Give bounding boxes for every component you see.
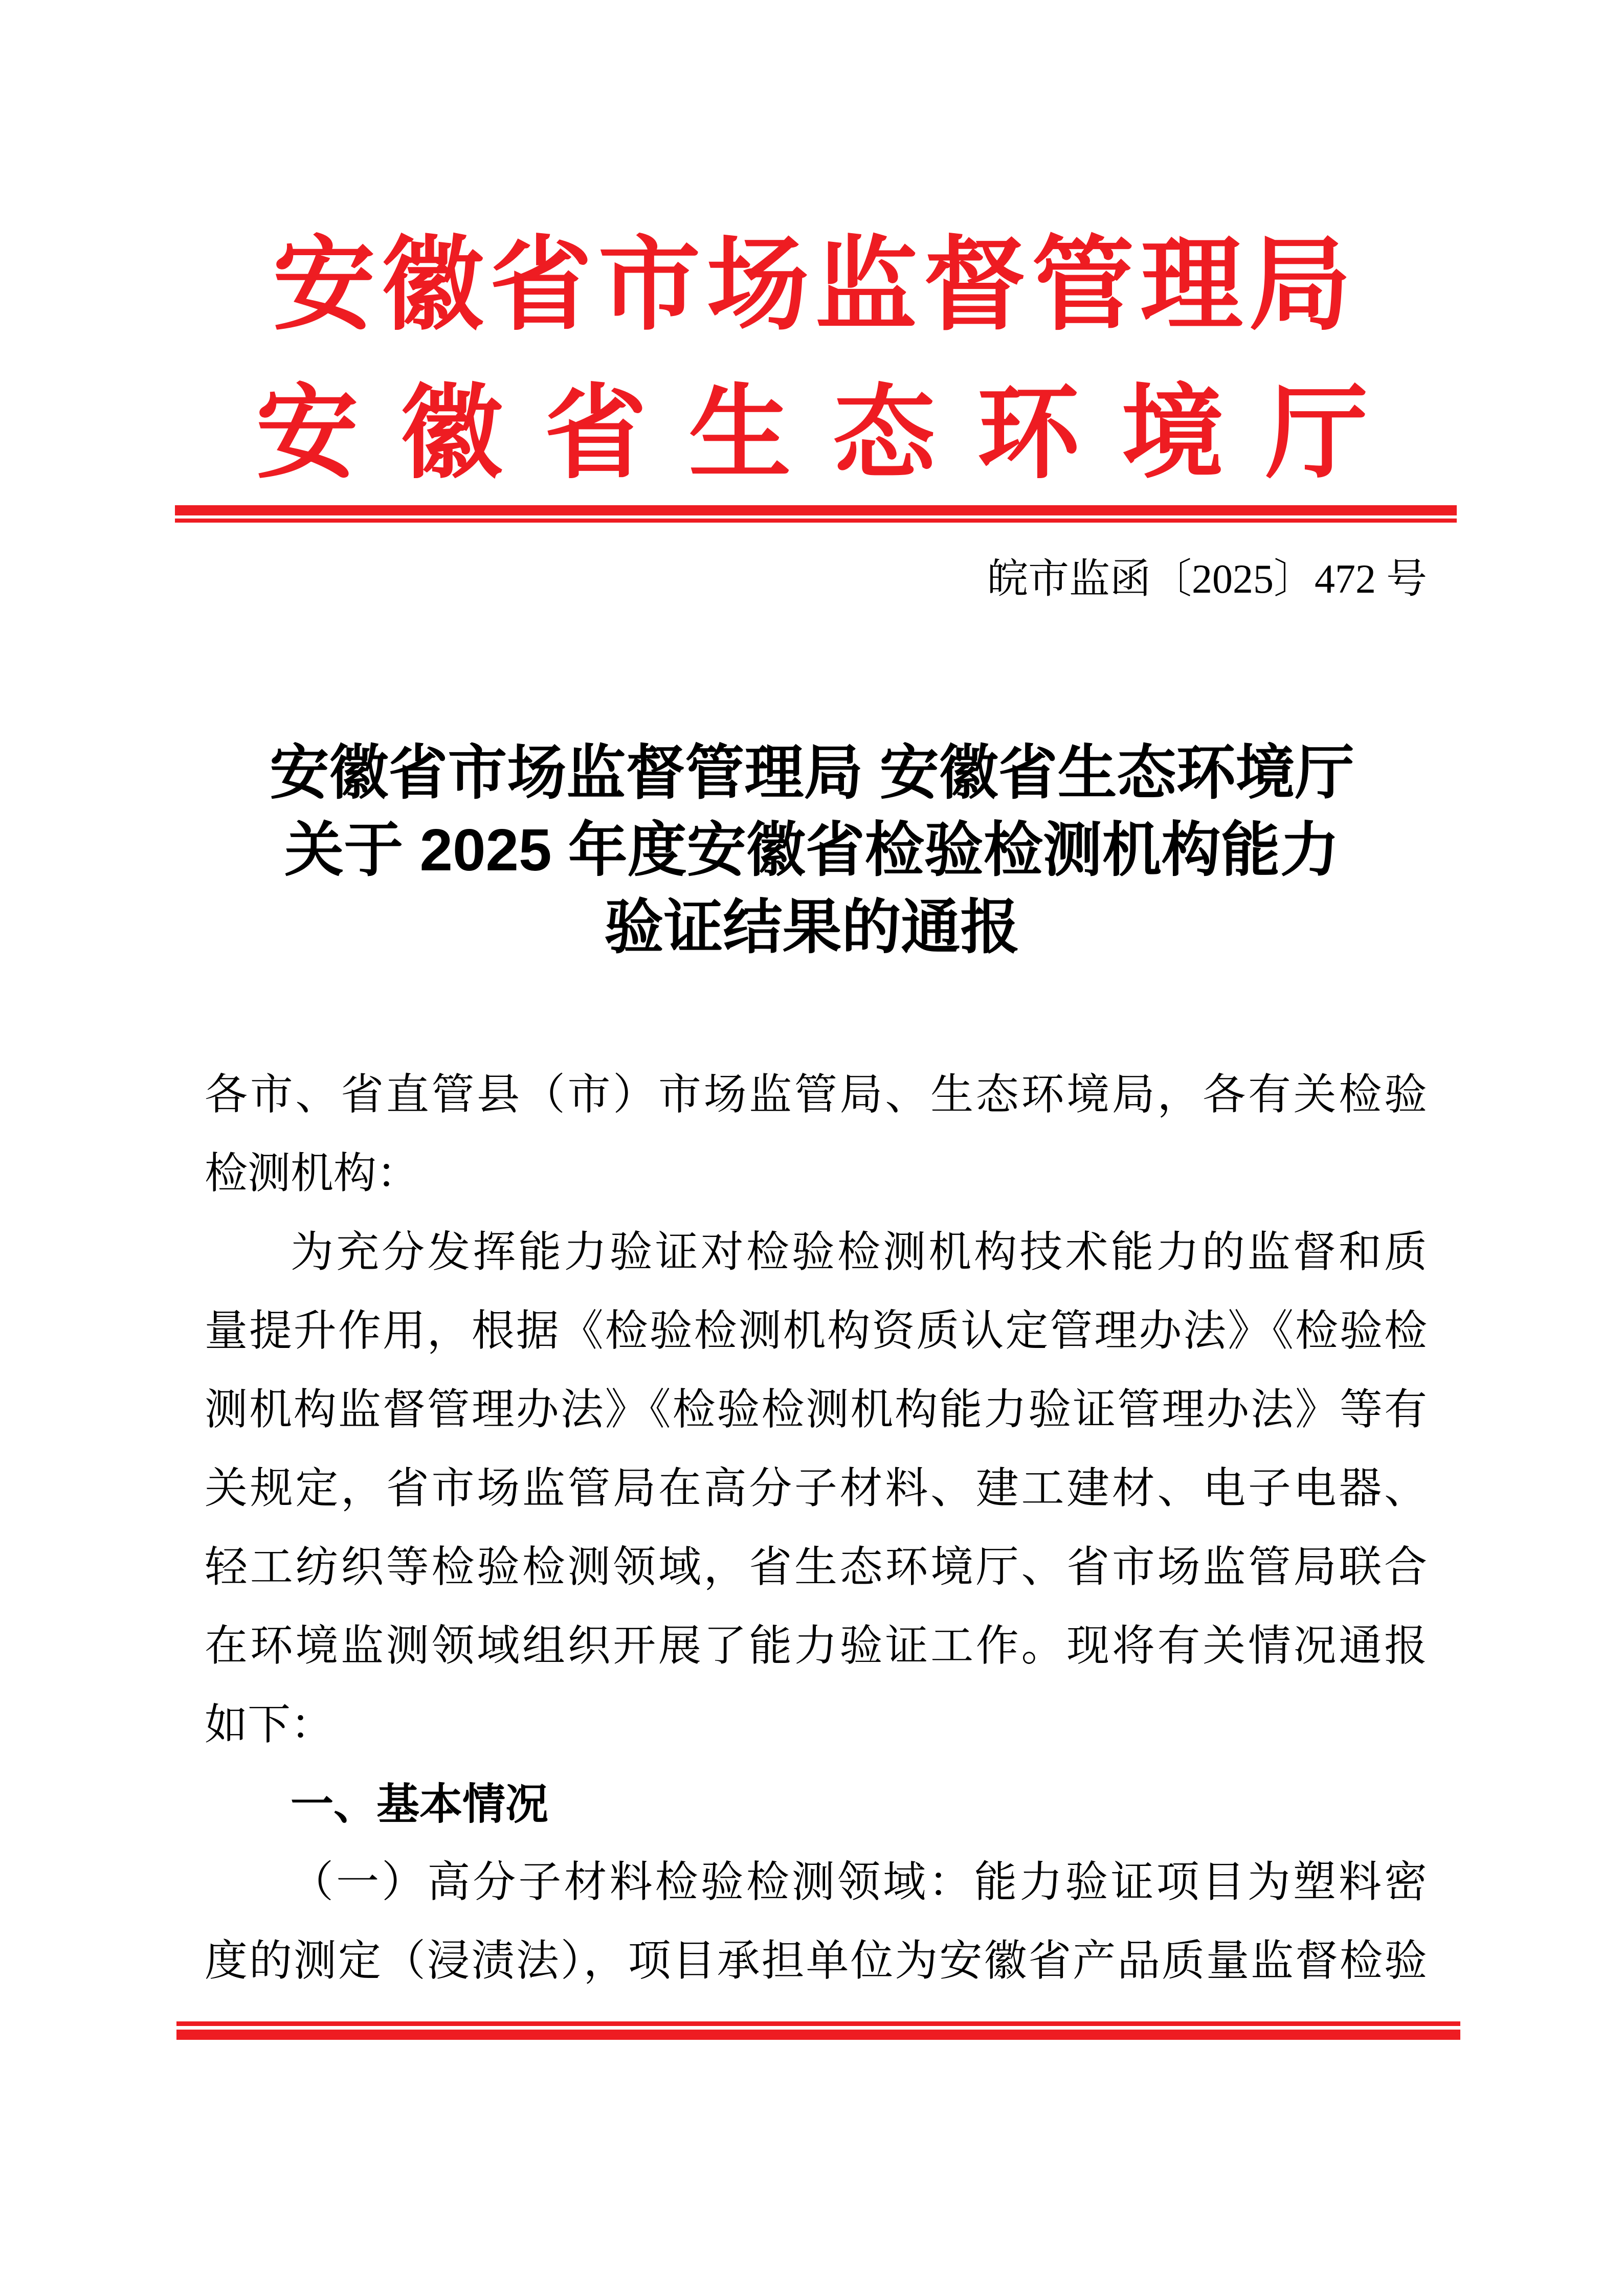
body-line: 为充分发挥能力验证对检验检测机构技术能力的监督和质	[291, 1229, 1427, 1276]
body-line: 在环境监测领域组织开展了能力验证工作。现将有关情况通报	[205, 1623, 1427, 1670]
document-number: 皖市监函〔2025〕472 号	[987, 557, 1427, 602]
heading-basic-situation: 一、基本情况	[291, 1780, 549, 1828]
letterhead-org-market-regulation: 安徽省市场监督管理局	[273, 230, 1358, 343]
body-line: 检测机构：	[205, 1150, 420, 1198]
letterhead	[0, 212, 1624, 509]
header-rule-thick	[175, 505, 1457, 515]
document-title	[0, 734, 1624, 966]
title-line-1: 安徽省市场监督管理局 安徽省生态环境厅	[270, 739, 1354, 806]
letterhead-org-ecology-environment: 安徽省生态环境厅	[256, 378, 1410, 491]
body-line: 度的测定（浸渍法），项目承担单位为安徽省产品质量监督检验	[205, 1938, 1427, 1985]
body-line: 各市、省直管县（市）市场监管局、生态环境局，各有关检验	[205, 1071, 1427, 1119]
header-rule-thin	[175, 519, 1457, 523]
footer-double-rule	[176, 2021, 1460, 2040]
title-line-3: 验证结果的通报	[604, 894, 1020, 960]
header-double-rule	[175, 505, 1457, 523]
body-line: 轻工纺织等检验检测领域，省生态环境厅、省市场监管局联合	[205, 1544, 1427, 1591]
body-line: （一）高分子材料检验检测领域：能力验证项目为塑料密	[291, 1859, 1427, 1906]
title-line-2: 关于 2025 年度安徽省检验检测机构能力	[284, 817, 1340, 883]
body-line: 关规定，省市场监管局在高分子材料、建工建材、电子电器、	[205, 1465, 1427, 1513]
document-body	[205, 1056, 1427, 2001]
footer-rule-thick	[176, 2030, 1460, 2040]
body-line: 测机构监督管理办法》《检验检测机构能力验证管理办法》等有	[205, 1386, 1427, 1434]
body-line: 量提升作用，根据《检验检测机构资质认定管理办法》《检验检	[205, 1308, 1427, 1355]
footer-rule-thin	[176, 2021, 1460, 2026]
body-line: 如下：	[205, 1701, 334, 1749]
